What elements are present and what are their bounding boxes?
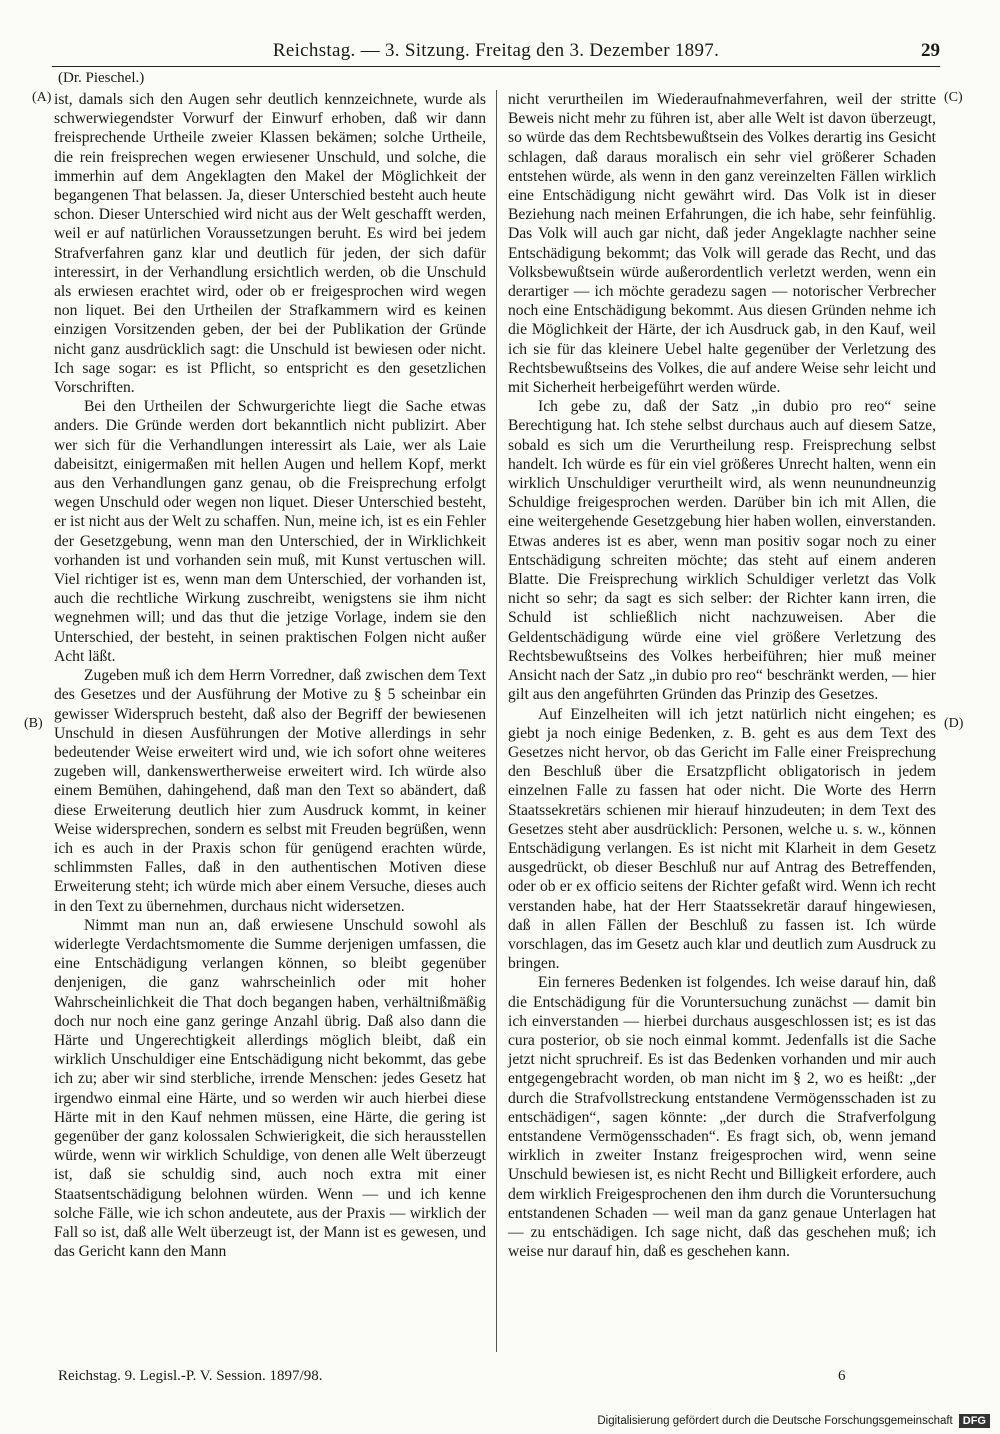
speaker-name: (Dr. Pieschel.) xyxy=(58,70,145,86)
margin-mark-b: (B) xyxy=(24,716,43,731)
paragraph: Bei den Urtheilen der Schwurgerichte liegt die Sache etwas anders. Die Gründe werden dort bekanntlich nicht publizirt. Aber wer sich für die Verhandlungen interessirt als Laie, wer als Laie dabeisitzt, einigermaßen mit hellen Augen und hellem Kopf, merkt aus den Verhandlungen ganz genau, ob die Freisprechung erfolgt wegen Unschuld oder wegen non liquet. Dieser Unterschied besteht, er ist nicht aus der Welt zu schaffen. Nun, meine ich, ist es ein Fehler der Gesetzgebung, wenn man den Unterschied, der in Wirklichkeit vorhanden ist und vorhanden sein muß, mit Kunst vertuschen will. Viel richtiger ist es, wenn man dem Unterschied, der vorhanden ist, auch die rechtliche Wirkung zuschreibt, wenigstens sie ihm nicht wegnehmen will; und das thut die jetzige Vorlage, indem sie den Unterschied, der besteht, in seinen praktischen Folgen nicht außer Acht läßt. xyxy=(54,398,486,665)
footer-sheet-number: 6 xyxy=(838,1368,846,1384)
margin-mark-c: (C) xyxy=(944,90,963,105)
header-title: Reichstag. — 3. Sitzung. Freitag den 3. Dezember 1897. xyxy=(272,40,720,61)
right-column xyxy=(508,90,936,1261)
left-column xyxy=(54,90,486,1261)
paragraph: Auf Einzelheiten will ich jetzt natürlich nicht eingehen; es giebt ja noch einige Bedenken, z. B. geht es aus dem Text des Gesetzes nicht hervor, ob das Gericht im Falle einer Freisprechung den Beschluß über die Ersatzpflicht obligatorisch in jedem einzelnen Falle zu fassen hat oder nicht. Die Worte des Herrn Staatssekretärs schienen mir hierauf hinzudeuten; in dem Text des Gesetzes steht aber ausdrücklich: Personen, welche u. s. w., können Entschädigung verlangen. Es ist nicht mit Klarheit in dem Gesetz ausgedrückt, ob dieser Beschluß nur auf Antrag des Betreffenden, oder ob er ex officio seitens der Richter gefaßt wird. Wenn ich recht verstanden habe, hat der Herr Staatssekretär darauf hingewiesen, daß in allen Fällen der Beschluß zu fassen ist. Ich würde vorschlagen, das im Gesetz auch klar und deutlich zum Ausdruck zu bringen. xyxy=(508,705,936,973)
credit-text: Digitalisierung gefördert durch die Deutsche Forschungsgemeinschaft xyxy=(597,1415,953,1427)
paragraph: Nimmt man nun an, daß erwiesene Unschuld sowohl als widerlegte Verdachtsmomente die Summe derjenigen umfassen, die eine Entschädigung verlangen können, so bleibt gegenüber denjenigen, die ganz wahrscheinlich oder mit hoher Wahrscheinlichkeit die That doch begangen haben, verhältnißmäßig doch nur noch eine ganz geringe Anzahl übrig. Daß also dann die Härte und Ungerechtigkeit allerdings möglich bleibt, daß ein wirklich Unschuldiger eine Entschädigung nicht bekommt, das gebe ich zu; aber wir sind sterbliche, irrende Menschen: jedes Gesetz hat irgendwo einmal eine Härte, und so werden wir auch hierbei diese Härte mit in den Kauf nehmen müssen, eine Härte, die gering ist gegenüber der ganz kolossalen Schwierigkeit, die sich herausstellen würde, wenn wir wirklich Schuldige, von denen alle Welt überzeugt ist, daß sie schuldig sind, auch noch extra mit einer Staatsentschädigung belohnen würden. Wenn — und ich kenne solche Fälle, wie ich schon andeutete, aus der Praxis — wirklich der Fall so ist, daß alle Welt überzeugt ist, der Mann ist es gewesen, und das Gericht kann den Mann xyxy=(54,916,486,1261)
margin-mark-d: (D) xyxy=(944,716,964,731)
paragraph: Ich gebe zu, daß der Satz „in dubio pro reo“ seine Berechtigung hat. Ich stehe selbst durchaus auch auf diesem Satze, sobald es sich um die Verurtheilung resp. Freisprechung selbst handelt. Ich würde es für ein viel größeres Unrecht halten, wenn ein wirklich Unschuldiger verurtheilt wird, als wenn neunundneunzig Schuldige freigesprochen werden. Darüber bin ich mit Allen, die eine weitergehende Gesetzgebung hier haben wollen, einverstanden. Etwas anderes ist es aber, wenn man positiv sogar noch zu einer Entschädigung schreiten möchte; das steht auf einem anderen Blatte. Die Freisprechung wirklich Schuldiger verletzt das Volk nicht so sehr; da sagt es sich selber: der Richter kann irren, die Schuld ist schließlich nicht nachzuweisen. Aber die Geldentschädigung würde eine viel größere Verletzung des Rechtsbewußtseins des Volkes herbeiführen; hier muß meiner Ansicht nach der Satz „in dubio pro reo“ beschränkt werden, — hier gilt aus den angeführten Gründen das Prinzip des Gesetzes. xyxy=(508,398,936,704)
paragraph: ist, damals sich den Augen sehr deutlich kennzeichnete, wurde als schwerwiegendster Vorwurf der Einwurf erhoben, daß wir dann freisprechende Urtheile zweier Klassen bekämen; solche Urtheile, die rein freisprechen wegen erwiesener Unschuld, und solche, die immerhin auf dem Angeklagten den Makel der Möglichkeit der begangenen That belassen. Ja, dieser Unterschied besteht auch heute schon. Dieser Unterschied wird nicht aus der Welt geschafft werden, weil er auf natürlichen Voraussetzungen beruht. Es wird bei jedem Strafverfahren ganz klar und deutlich für jeden, der sich dafür interessirt, in der Verhandlung ersichtlich werden, ob die Unschuld als erwiesen erachtet wird, oder ob er freigesprochen wird wegen non liquet. Bei den Urtheilen der Strafkammern wird es keinen einzigen Vorsitzenden geben, der bei der Publikation der Gründe nicht ganz ausdrücklich sagt: die Unschuld ist bewiesen oder nicht. Ich sage sogar: es ist Pflicht, so entspricht es den gesetzlichen Vorschriften. xyxy=(54,91,486,397)
paragraph: nicht verurtheilen im Wiederaufnahmeverfahren, weil der stritte Beweis nicht mehr zu führen ist, aber alle Welt ist davon überzeugt, so würde das dem Rechtsbewußtsein des Volkes derartig ins Gesicht schlagen, daß daraus moralisch ein sehr viel größerer Schaden entstehen würde, als wenn in den ganz vereinzelten Fällen wirklich eine Entschädigung nicht gewährt wird. Das Volk ist in dieser Beziehung nach meinen Erfahrungen, die ich habe, sehr feinfühlig. Das Volk will auch gar nicht, daß jeder Angeklagte nachher seine Entschädigung bekommt; das Volk will gerade das Recht, und das Volksbewußtsein würde außerordentlich verletzt werden, wenn ein derartiger — ich möchte geradezu sagen — notorischer Verbrecher noch eine Entschädigung bekommt. Aus diesen Gründen nehme ich die Möglichkeit der Härte, der ich Ausdruck gab, in den Kauf, weil ich sie für das kleinere Uebel halte gegenüber der Verletzung des Rechtsbewußtseins des Volkes, die auf andere Weise sehr leicht und mit Sicherheit herbeigeführt werden würde. xyxy=(508,91,936,397)
margin-mark-a: (A) xyxy=(32,90,52,105)
running-header xyxy=(52,38,940,68)
page-number: 29 xyxy=(921,40,940,61)
digitization-credit xyxy=(597,1414,990,1428)
dfg-logo: DFG xyxy=(959,1414,990,1428)
footer-signature: Reichstag. 9. Legisl.-P. V. Session. 1897/98. xyxy=(58,1368,323,1384)
paragraph: Zugeben muß ich dem Herrn Vorredner, daß zwischen dem Text des Gesetzes und der Ausführung der Motive zu § 5 scheinbar ein gewisser Widerspruch besteht, daß also der Begriff der bewiesenen Unschuld in diesen Ausführungen der Motive allerdings in sehr bedeutender Weise erweitert wird und, wie ich sofort ohne weiteres zugeben will, dankenswertherweise erweitert wird. Ich würde also einem Bemühen, dahingehend, daß man den Text so abändert, daß diese Erweiterung deutlich hier zum Ausdruck kommt, in keiner Weise widersprechen, sondern es selbst mit Freuden begrüßen, wenn ich es auch in der Praxis schon für genügend erachten würde, schlimmsten Falles, daß in den authentischen Motiven diese Erweiterung steht; ich würde mich aber einem Versuche, dieses auch in den Text zu übernehmen, durchaus nicht widersetzen. xyxy=(54,667,486,915)
column-divider xyxy=(496,90,497,1352)
paragraph: Ein ferneres Bedenken ist folgendes. Ich weise darauf hin, daß die Entschädigung für die Voruntersuchung zunächst — damit bin ich einverstanden — hierbei durchaus ausgeschlossen ist; es ist das cura posterior, ob sie noch einmal kommt. Jedenfalls ist die Sache jetzt nicht spruchreif. Es ist das Bedenken vorhanden und mir auch entgegengebracht worden, ob man nicht im § 2, wo es heißt: „der durch die Strafvollstreckung entstandene Vermögensschaden ist zu entschädigen“, sagen könnte: „der durch die Strafverfolgung entstandene Vermögensschaden“. Es fragt sich, ob, wenn jemand wirklich in zweiter Instanz freigesprochen wird, wenn seine Unschuld bewiesen ist, es nicht Recht und Billigkeit erfordere, auch dem wirklich Freigesprochenen den ihm durch die Voruntersuchung entstandenen Schaden — weil man da ganz genaue Unterlagen hat — zu entschädigen. Ich sage nicht, daß das geschehen muß; ich weise nur darauf hin, daß es geschehen kann. xyxy=(508,974,936,1261)
header-rule xyxy=(52,66,940,67)
